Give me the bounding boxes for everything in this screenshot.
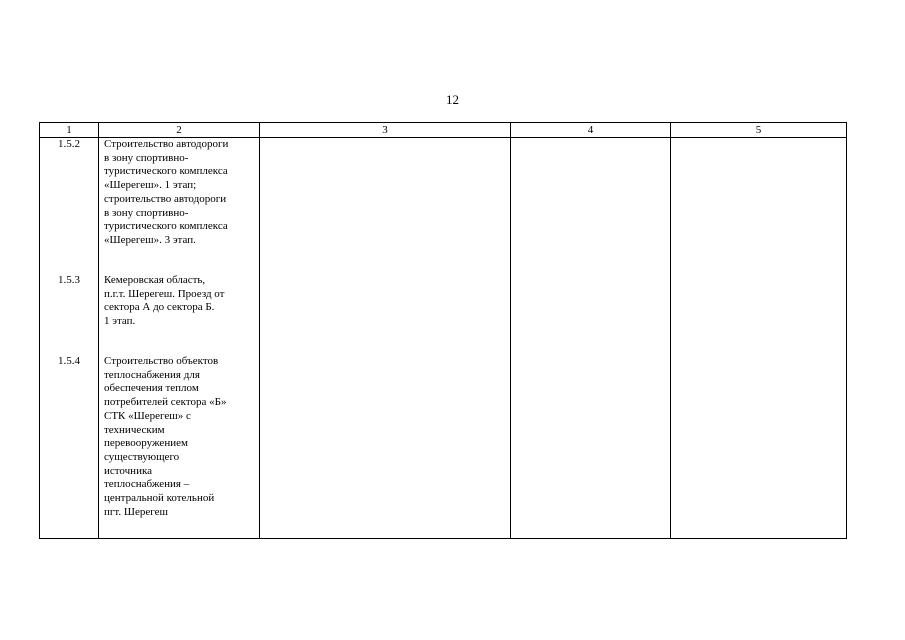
item-number: 1.5.4 xyxy=(58,355,80,367)
data-table xyxy=(39,122,847,539)
description-line: Кемеровская область, xyxy=(104,274,206,286)
column-header-4: 4 xyxy=(511,123,671,138)
description-line: источника xyxy=(104,464,153,477)
description-line: потребителей сектора «Б» xyxy=(104,396,227,409)
item-description-cell xyxy=(99,138,260,539)
description-line: Строительство автодороги xyxy=(104,138,229,150)
description-line: пгт. Шерегеш xyxy=(104,505,168,518)
table-header-row xyxy=(40,123,847,138)
description-line: Строительство объектов xyxy=(104,355,219,367)
item-description xyxy=(99,138,259,261)
description-line: техническим xyxy=(104,423,165,436)
description-line: 1 этап. xyxy=(104,315,136,328)
column-5-cell xyxy=(671,138,847,539)
description-line: существующего xyxy=(104,450,180,463)
description-line: «Шерегеш». 1 этап; xyxy=(104,179,197,192)
table-row xyxy=(40,138,847,539)
column-header-2: 2 xyxy=(99,123,260,138)
page-number: 12 xyxy=(446,92,459,107)
item-description xyxy=(99,355,259,519)
item-description xyxy=(99,274,259,342)
description-line: «Шерегеш». 3 этап. xyxy=(104,233,196,246)
description-line: перевооружением xyxy=(104,437,188,450)
item-number-cell xyxy=(40,138,99,539)
description-line: п.г.т. Шерегеш. Проезд от xyxy=(104,287,225,300)
description-line: туристического комплекса xyxy=(104,165,228,178)
description-line: туристического комплекса xyxy=(104,220,228,233)
description-line: в зону спортивно- xyxy=(104,151,189,164)
column-3-cell xyxy=(260,138,511,539)
description-line: сектора А до сектора Б. xyxy=(104,301,215,314)
description-line: обеспечения теплом xyxy=(104,382,199,395)
description-line: теплоснабжения – xyxy=(104,478,190,491)
description-line: строительство автодороги xyxy=(104,192,227,205)
item-number: 1.5.2 xyxy=(58,138,80,150)
column-header-1: 1 xyxy=(40,123,99,138)
item-number: 1.5.3 xyxy=(58,274,80,286)
column-header-3: 3 xyxy=(260,123,511,138)
description-line: в зону спортивно- xyxy=(104,206,189,219)
description-line: центральной котельной xyxy=(104,492,215,505)
description-line: теплоснабжения для xyxy=(104,368,200,381)
column-4-cell xyxy=(511,138,671,539)
column-header-5: 5 xyxy=(671,123,847,138)
description-line: СТК «Шерегеш» с xyxy=(104,409,191,422)
